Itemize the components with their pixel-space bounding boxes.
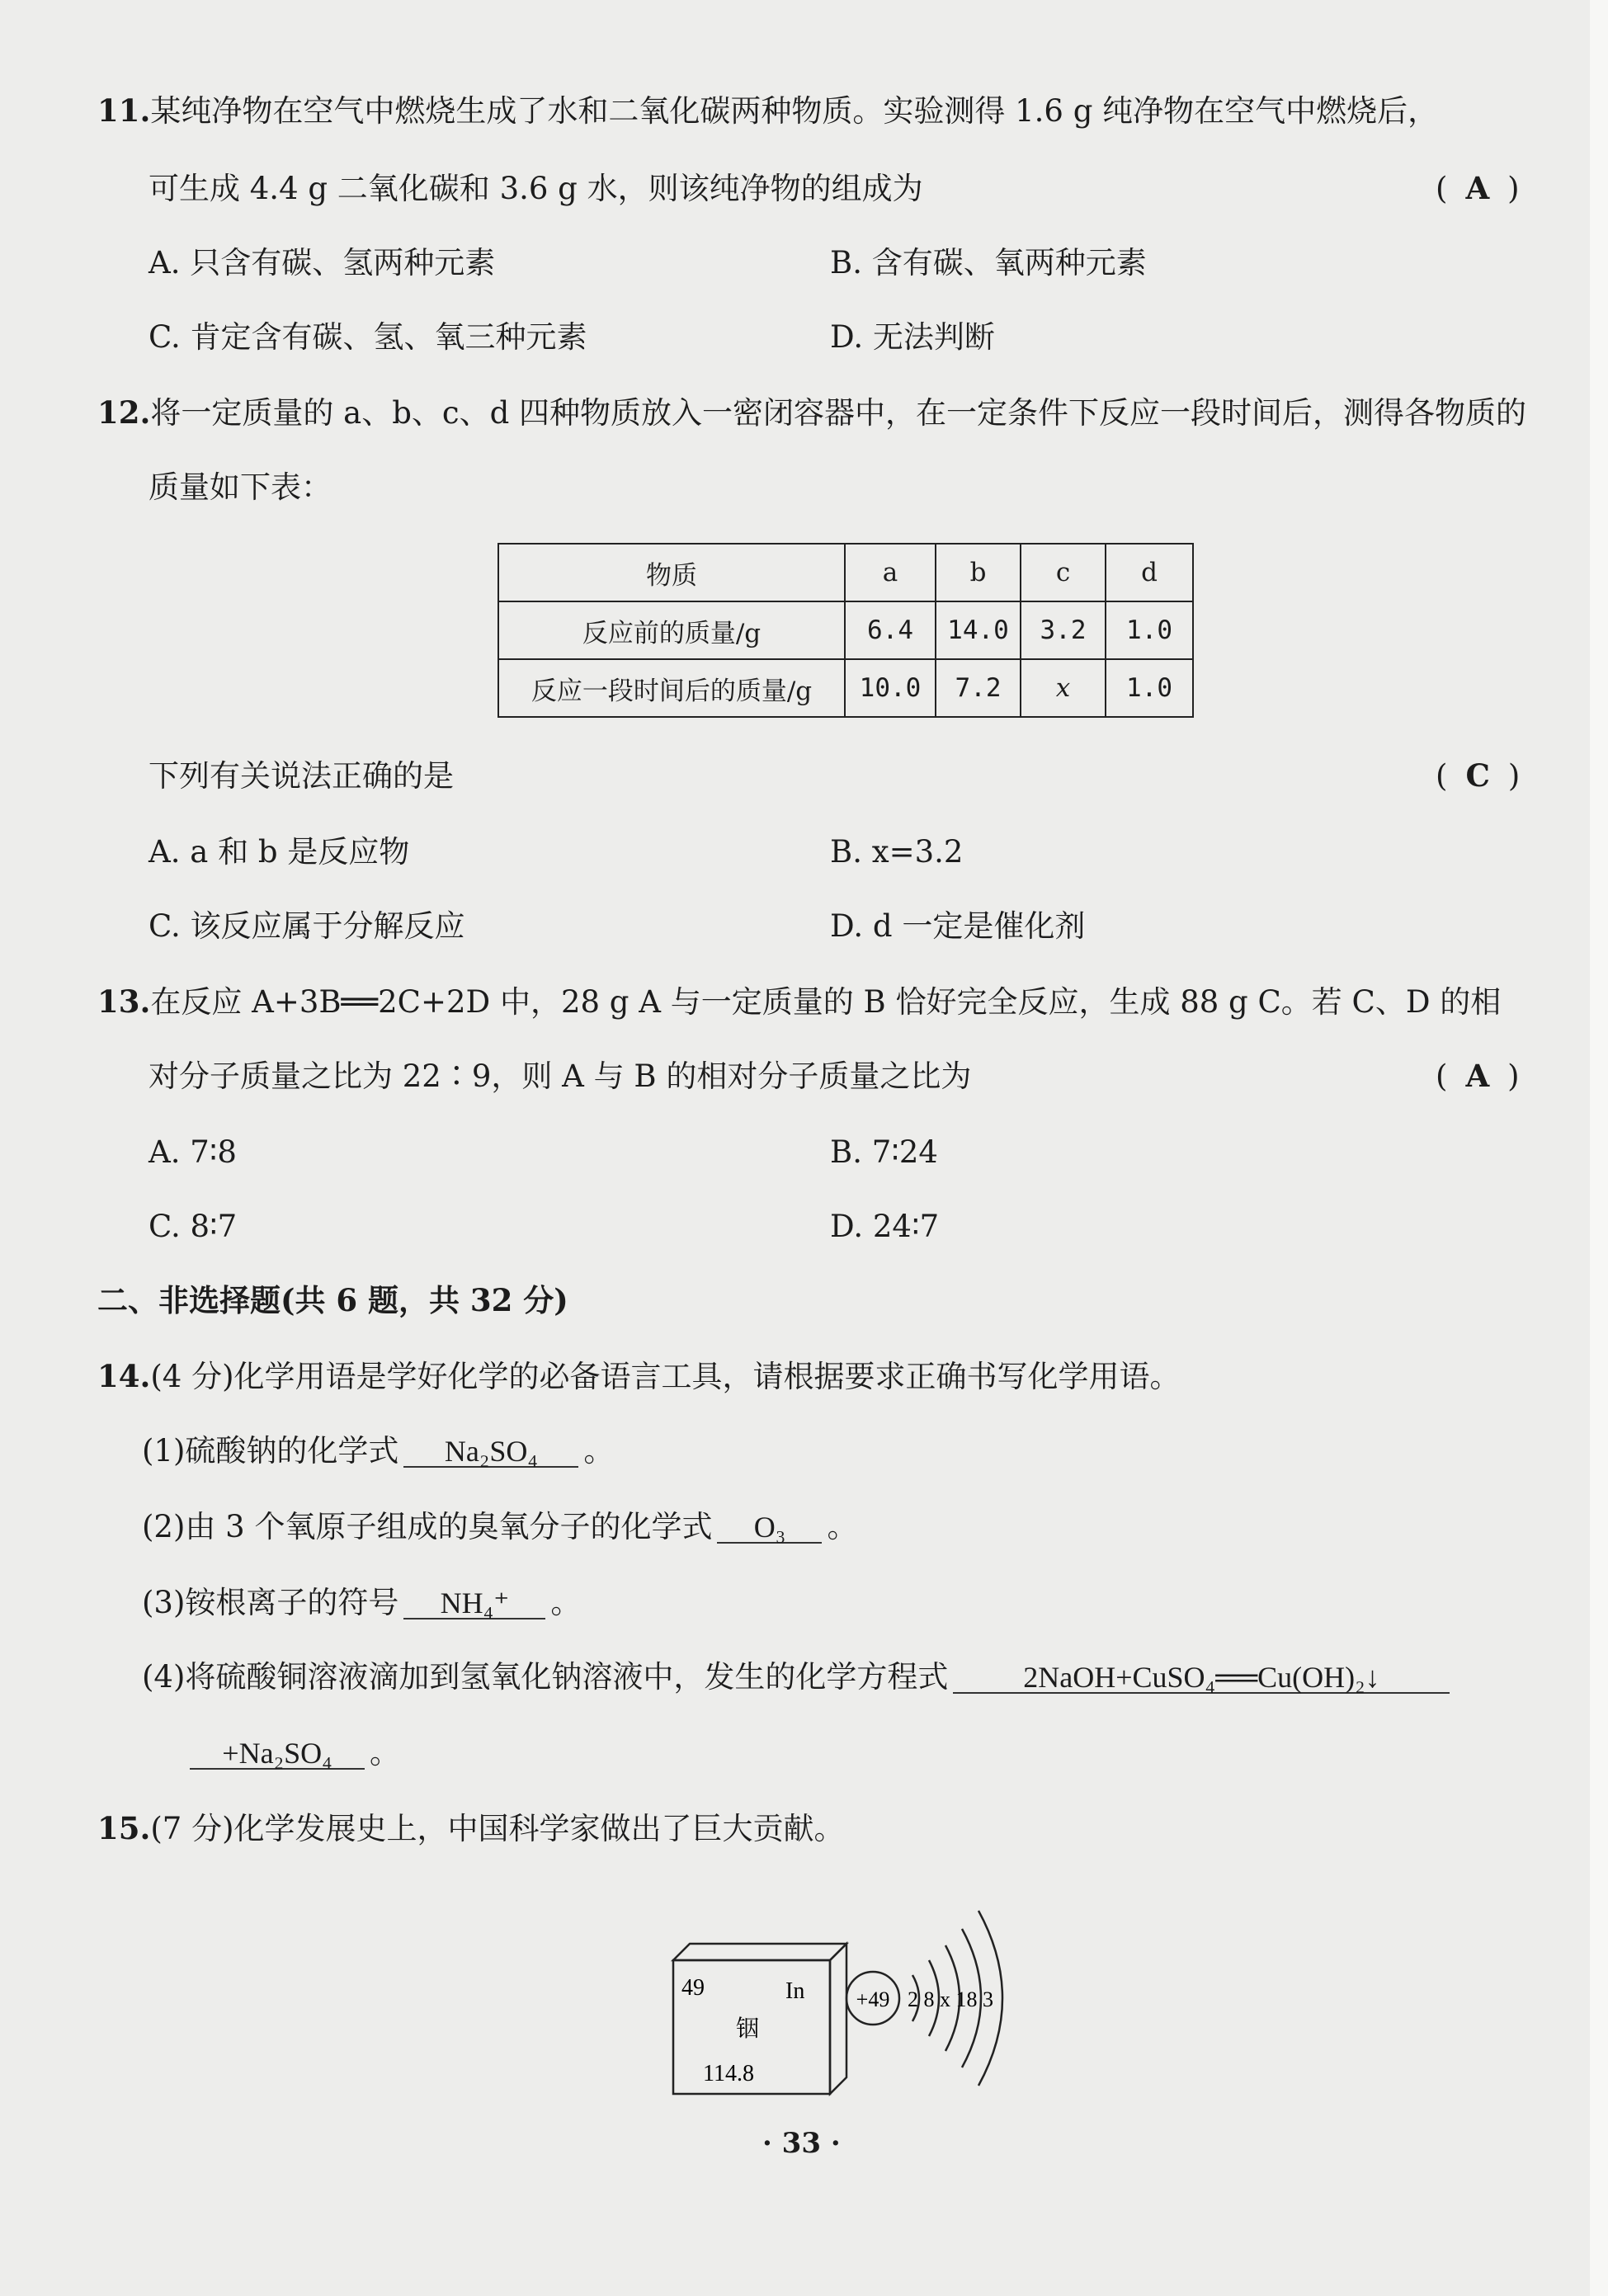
q13-text1: 在反应 A+3B══2C+2D 中，28 g A 与一定质量的 B 恰好完全反应，生成 88 g C。若 C、D 的相 [150, 984, 1502, 1020]
q14-part4-answer-line1: 2NaOH+CuSO₄══Cu(OH)₂↓ [953, 1662, 1450, 1694]
q11-answer: ( A ) [1436, 170, 1520, 206]
table-header-cell: b [936, 544, 1021, 601]
q13-option-c: C. 8∶7 [149, 1209, 238, 1244]
q14-line1 [97, 1358, 1181, 1394]
q11-text1: 某纯净物在空气中燃烧生成了水和二氧化碳两种物质。实验测得 1.6 g 纯净物在空气中燃烧后， [150, 93, 1439, 129]
table-row [498, 659, 1193, 717]
q11-option-b: B. 含有碳、氧两种元素 [830, 245, 1147, 281]
table-cell: 3.2 [1021, 601, 1106, 659]
section-heading: 二、非选择题(共 6 题，共 32 分) [97, 1282, 568, 1318]
q14-text: (4 分)化学用语是学好化学的必备语言工具，请根据要求正确书写化学用语。 [150, 1359, 1181, 1394]
q12-answer: ( C ) [1436, 757, 1521, 794]
q13-option-b: B. 7∶24 [830, 1134, 938, 1170]
element-mass: 114.8 [703, 2061, 754, 2086]
page-number: · 33 · [762, 2127, 841, 2160]
q14-part2 [142, 1511, 857, 1544]
element-card-figure [670, 1940, 850, 2097]
q14-part3 [142, 1587, 581, 1619]
table-cell: 7.2 [936, 659, 1021, 717]
q15-text: (7 分)化学发展史上，中国科学家做出了巨大贡献。 [150, 1811, 845, 1846]
q12-option-d: D. d 一定是催化剂 [830, 908, 1086, 944]
q14-part4-prompt: (4)将硫酸铜溶液滴加到氢氧化钠溶液中，发生的化学方程式 [142, 1659, 949, 1695]
element-name: 铟 [736, 2015, 760, 2042]
table-cell: 1.0 [1106, 659, 1193, 717]
q11-option-c: C. 肯定含有碳、氢、氧三种元素 [149, 319, 587, 355]
q14-number: 14. [97, 1358, 151, 1394]
q14-part1-prompt: (1)硫酸钠的化学式 [142, 1433, 399, 1469]
table-row [498, 601, 1193, 659]
q12-answer-letter: C [1465, 757, 1490, 794]
table-cell: 14.0 [936, 601, 1021, 659]
q13-option-d: D. 24∶7 [830, 1209, 940, 1244]
q14-part1-answer: Na₂SO₄ [403, 1436, 578, 1468]
q15-line1 [97, 1810, 845, 1846]
element-symbol: In [785, 1978, 805, 2004]
period: 。 [583, 1433, 615, 1469]
table-header-cell: a [845, 544, 936, 601]
q12-text1: 将一定质量的 a、b、c、d 四种物质放入一密闭容器中，在一定条件下反应一段时间后，测得各物质的 [150, 395, 1527, 431]
q13-answer: ( A ) [1436, 1058, 1520, 1094]
q13-answer-letter: A [1465, 1058, 1490, 1094]
q14-part4-cont [190, 1737, 400, 1770]
q11-text2: 可生成 4.4 g 二氧化碳和 3.6 g 水，则该纯净物的组成为 [149, 171, 923, 206]
electron-counts: 2 8 x 18 3 [908, 1987, 993, 2011]
q14-part3-answer: NH₄⁺ [403, 1588, 545, 1619]
q12-number: 12. [97, 394, 151, 431]
period: 。 [827, 1509, 858, 1544]
period: 。 [550, 1585, 582, 1620]
table-cell: x [1021, 659, 1106, 717]
table-cell: 反应一段时间后的质量/g [498, 659, 845, 717]
table-cell: 反应前的质量/g [498, 601, 845, 659]
element-number: 49 [681, 1975, 705, 2001]
q12-stem: 下列有关说法正确的是 [149, 758, 454, 794]
table-cell: 6.4 [845, 601, 936, 659]
table-cell: 1.0 [1106, 601, 1193, 659]
q14-part3-prompt: (3)铵根离子的符号 [142, 1585, 399, 1620]
q12-option-b: B. x=3.2 [830, 834, 964, 870]
q11-line1 [97, 92, 1439, 129]
q13-text2: 对分子质量之比为 22∶9，则 A 与 B 的相对分子质量之比为 [149, 1058, 972, 1094]
q13-number: 13. [97, 983, 151, 1020]
mass-table [497, 543, 1194, 718]
q14-part4 [142, 1659, 1455, 1695]
q12-text2: 质量如下表： [149, 469, 332, 505]
q14-part2-prompt: (2)由 3 个氧原子组成的臭氧分子的化学式 [142, 1509, 713, 1544]
q14-part2-answer: O₃ [717, 1512, 822, 1544]
table-header-row [498, 544, 1193, 601]
q15-number: 15. [97, 1810, 151, 1846]
q11-option-d: D. 无法判断 [830, 319, 995, 355]
nucleus-charge: +49 [856, 1987, 890, 2011]
table-header-cell: c [1021, 544, 1106, 601]
q12-option-a: A. a 和 b 是反应物 [149, 834, 410, 870]
q11-number: 11. [97, 92, 151, 129]
q13-option-a: A. 7∶8 [149, 1134, 237, 1170]
table-header-cell: 物质 [498, 544, 845, 601]
q11-answer-letter: A [1465, 170, 1490, 206]
q14-part1 [142, 1433, 615, 1469]
atom-structure-diagram [840, 1889, 1087, 2087]
q11-option-a: A. 只含有碳、氢两种元素 [149, 245, 496, 281]
table-cell: 10.0 [845, 659, 936, 717]
period: 。 [370, 1735, 400, 1770]
table-header-cell: d [1106, 544, 1193, 601]
q12-option-c: C. 该反应属于分解反应 [149, 908, 465, 944]
q14-part4-answer-line2: +Na₂SO₄ [190, 1738, 365, 1770]
q13-line1 [97, 983, 1502, 1020]
page-edge [1590, 0, 1608, 2296]
q12-line1 [97, 394, 1527, 431]
